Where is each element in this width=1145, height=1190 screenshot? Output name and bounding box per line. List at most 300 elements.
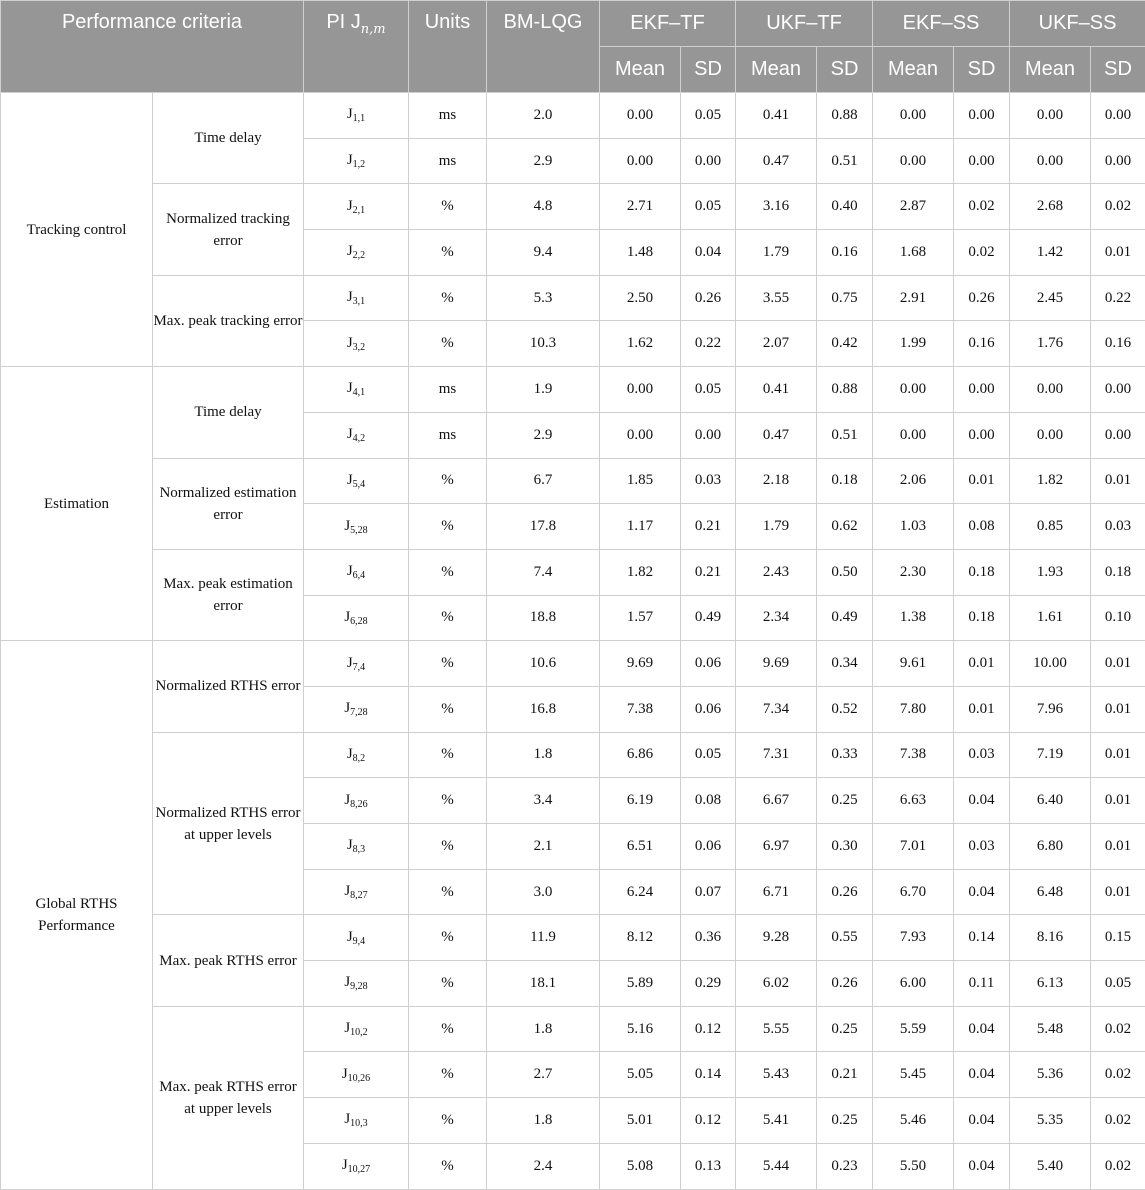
bm-lqg-cell: 18.1 [487,961,600,1007]
mean-cell: 0.00 [600,138,681,184]
sd-cell: 0.00 [954,93,1010,139]
units-cell: % [409,504,487,550]
mean-cell: 6.19 [600,778,681,824]
pi-symbol: J [344,518,350,534]
mean-cell: 6.80 [1010,824,1091,870]
sd-cell: 0.42 [817,321,873,367]
method-header-ekf-tf: EKF–TF [600,1,736,47]
pi-symbol: J [344,700,350,716]
pi-symbol: J [347,837,353,853]
sd-cell: 0.02 [1091,1052,1145,1098]
sd-cell: 0.00 [1091,93,1145,139]
sd-cell: 0.88 [817,367,873,413]
group-label-text: Tracking control [27,222,127,238]
units-cell: % [409,230,487,276]
pi-cell [304,1006,409,1052]
bm-lqg-cell: 1.8 [487,1098,600,1144]
pi-cell [304,915,409,961]
mean-cell: 2.71 [600,184,681,230]
mean-cell: 1.82 [600,549,681,595]
pi-cell [304,93,409,139]
mean-cell: 7.93 [873,915,954,961]
sd-header: SD [681,47,736,93]
mean-cell: 1.93 [1010,549,1091,595]
sd-cell: 0.07 [681,869,736,915]
mean-cell: 1.48 [600,230,681,276]
mean-cell: 0.00 [1010,412,1091,458]
criterion-label-text: Max. peak estimation error [163,576,293,614]
sd-cell: 0.16 [1091,321,1145,367]
criterion-label-text: Normalized RTHS error [156,678,301,694]
mean-cell: 6.40 [1010,778,1091,824]
mean-cell: 5.41 [736,1098,817,1144]
units-cell: ms [409,93,487,139]
pi-subscript: 9,28 [350,981,368,992]
criterion-label [153,367,304,458]
mean-cell: 1.38 [873,595,954,641]
mean-cell: 0.41 [736,367,817,413]
mean-cell: 6.02 [736,961,817,1007]
pi-cell [304,184,409,230]
pi-cell [304,641,409,687]
sd-cell: 0.21 [681,504,736,550]
sd-cell: 0.30 [817,824,873,870]
pi-symbol: J [347,152,353,168]
group-label-text: Global RTHS Performance [35,896,117,934]
sd-cell: 0.00 [1091,412,1145,458]
pi-subscript: 10,2 [350,1027,368,1038]
pi-subscript: 10,26 [348,1073,371,1084]
pi-subscript: 10,3 [350,1118,368,1129]
mean-cell: 7.34 [736,686,817,732]
criterion-label-text: Normalized tracking error [166,211,290,249]
sd-cell: 0.02 [1091,1143,1145,1189]
pi-subscript: 1,1 [353,113,366,124]
sd-header: SD [1091,47,1145,93]
units-cell: % [409,1098,487,1144]
sd-cell: 0.08 [681,778,736,824]
sd-cell: 0.01 [1091,824,1145,870]
sd-header: SD [817,47,873,93]
pi-subscript: 6,28 [350,616,368,627]
criterion-label-text: Time delay [194,130,261,146]
sd-cell: 0.01 [1091,458,1145,504]
table-row [1,184,1145,230]
sd-cell: 0.04 [954,869,1010,915]
pi-cell [304,321,409,367]
method-header-ekf-ss: EKF–SS [873,1,1010,47]
pi-cell [304,138,409,184]
units-cell: % [409,1143,487,1189]
sd-cell: 0.14 [681,1052,736,1098]
sd-cell: 0.49 [681,595,736,641]
sd-cell: 0.00 [954,412,1010,458]
mean-cell: 5.44 [736,1143,817,1189]
mean-cell: 5.55 [736,1006,817,1052]
sd-cell: 0.06 [681,686,736,732]
sd-cell: 0.00 [681,412,736,458]
sd-cell: 0.26 [817,869,873,915]
criterion-label [153,458,304,549]
bm-lqg-cell: 2.7 [487,1052,600,1098]
sd-cell: 0.25 [817,1098,873,1144]
method-header-ukf-ss: UKF–SS [1010,1,1145,47]
units-cell: % [409,824,487,870]
pi-subscript: 1,2 [353,159,366,170]
sd-cell: 0.05 [681,732,736,778]
pi-symbol: J [344,974,350,990]
mean-cell: 0.00 [600,367,681,413]
pi-cell [304,595,409,641]
sd-cell: 0.23 [817,1143,873,1189]
group-label [1,641,153,1189]
bm-lqg-cell: 9.4 [487,230,600,276]
sd-cell: 0.00 [954,138,1010,184]
mean-cell: 9.28 [736,915,817,961]
mean-cell: 2.91 [873,275,954,321]
pi-subscript: 4,1 [353,387,366,398]
sd-cell: 0.05 [681,93,736,139]
sd-cell: 0.00 [1091,138,1145,184]
pi-cell [304,1052,409,1098]
pi-subscript: 5,4 [353,479,366,490]
criterion-label [153,275,304,366]
sd-cell: 0.33 [817,732,873,778]
mean-cell: 9.69 [736,641,817,687]
bm-lqg-cell: 7.4 [487,549,600,595]
pi-cell [304,961,409,1007]
sd-cell: 0.26 [817,961,873,1007]
sd-cell: 0.11 [954,961,1010,1007]
mean-cell: 0.00 [873,367,954,413]
bm-lqg-cell: 2.4 [487,1143,600,1189]
pi-symbol: J [347,746,353,762]
table-body [1,93,1145,1190]
criterion-label [153,184,304,275]
pi-symbol: J [347,426,353,442]
criterion-label-text: Max. peak RTHS error at upper levels [159,1079,296,1117]
table-row [1,367,1145,413]
sd-cell: 0.02 [954,230,1010,276]
criteria-header: Performance criteria [1,1,304,93]
units-cell: % [409,184,487,230]
sd-cell: 0.62 [817,504,873,550]
sd-cell: 0.05 [681,184,736,230]
criterion-label-text: Time delay [194,404,261,420]
pi-cell [304,778,409,824]
group-label-text: Estimation [44,496,109,512]
units-cell: % [409,686,487,732]
pi-subscript: 8,2 [353,753,366,764]
mean-cell: 1.61 [1010,595,1091,641]
pi-cell [304,458,409,504]
mean-cell: 5.36 [1010,1052,1091,1098]
sd-cell: 0.12 [681,1098,736,1144]
pi-cell [304,549,409,595]
pi-cell [304,412,409,458]
units-cell: % [409,321,487,367]
mean-cell: 1.42 [1010,230,1091,276]
pi-cell [304,275,409,321]
pi-cell [304,367,409,413]
sd-cell: 0.04 [954,778,1010,824]
criterion-label-text: Max. peak RTHS error [159,953,296,969]
sd-cell: 0.06 [681,641,736,687]
mean-cell: 6.24 [600,869,681,915]
mean-cell: 5.40 [1010,1143,1091,1189]
sd-cell: 0.51 [817,412,873,458]
sd-cell: 0.01 [954,641,1010,687]
mean-header: Mean [600,47,681,93]
units-cell: % [409,1006,487,1052]
mean-cell: 2.43 [736,549,817,595]
sd-cell: 0.04 [954,1098,1010,1144]
criterion-label [153,549,304,640]
mean-cell: 2.30 [873,549,954,595]
criterion-label-text: Max. peak tracking error [153,313,302,329]
mean-cell: 1.79 [736,230,817,276]
units-cell: % [409,961,487,1007]
sd-cell: 0.04 [954,1006,1010,1052]
bm-lqg-cell: 1.8 [487,1006,600,1052]
group-label [1,367,153,641]
pi-symbol: J [347,563,353,579]
pi-cell [304,1098,409,1144]
mean-cell: 8.12 [600,915,681,961]
sd-cell: 0.21 [817,1052,873,1098]
criterion-label [153,641,304,732]
mean-cell: 2.68 [1010,184,1091,230]
bm-lqg-cell: 3.4 [487,778,600,824]
mean-cell: 2.06 [873,458,954,504]
table-row [1,641,1145,687]
sd-cell: 0.18 [954,549,1010,595]
bm-lqg-cell: 17.8 [487,504,600,550]
pi-subscript: 2,1 [353,205,366,216]
pi-cell [304,1143,409,1189]
table-row [1,275,1145,321]
pi-header-label: PI J [326,11,360,33]
bm-lqg-cell: 11.9 [487,915,600,961]
mean-cell: 10.00 [1010,641,1091,687]
pi-subscript: 2,2 [353,250,366,261]
sd-cell: 0.02 [1091,1098,1145,1144]
mean-cell: 0.00 [600,93,681,139]
mean-cell: 1.99 [873,321,954,367]
pi-symbol: J [347,380,353,396]
mean-cell: 5.35 [1010,1098,1091,1144]
mean-header: Mean [1010,47,1091,93]
mean-cell: 9.69 [600,641,681,687]
sd-cell: 0.00 [1091,367,1145,413]
sd-cell: 0.02 [954,184,1010,230]
bm-lqg-cell: 2.0 [487,93,600,139]
sd-cell: 0.01 [1091,641,1145,687]
bm-lqg-cell: 18.8 [487,595,600,641]
bm-lqg-cell: 2.9 [487,138,600,184]
sd-cell: 0.04 [954,1052,1010,1098]
sd-cell: 0.03 [681,458,736,504]
table-row [1,1006,1145,1052]
method-header-ukf-tf: UKF–TF [736,1,873,47]
mean-cell: 5.45 [873,1052,954,1098]
pi-cell [304,504,409,550]
mean-cell: 6.48 [1010,869,1091,915]
mean-cell: 1.62 [600,321,681,367]
sd-cell: 0.12 [681,1006,736,1052]
bm-lqg-cell: 5.3 [487,275,600,321]
pi-symbol: J [347,198,353,214]
mean-cell: 1.57 [600,595,681,641]
sd-cell: 0.14 [954,915,1010,961]
pi-symbol: J [347,655,353,671]
mean-cell: 7.01 [873,824,954,870]
sd-cell: 0.36 [681,915,736,961]
mean-cell: 0.00 [873,93,954,139]
pi-symbol: J [344,1020,350,1036]
mean-cell: 0.00 [1010,138,1091,184]
units-cell: % [409,549,487,595]
units-cell: % [409,1052,487,1098]
mean-cell: 6.63 [873,778,954,824]
criterion-label [153,732,304,915]
mean-header: Mean [736,47,817,93]
units-cell: % [409,458,487,504]
mean-cell: 3.55 [736,275,817,321]
bm-lqg-cell: 1.9 [487,367,600,413]
sd-cell: 0.01 [1091,686,1145,732]
pi-symbol: J [347,472,353,488]
pi-symbol: J [347,929,353,945]
bm-lqg-cell: 16.8 [487,686,600,732]
pi-subscript: 6,4 [353,570,366,581]
table-row [1,915,1145,961]
pi-symbol: J [344,1111,350,1127]
pi-subscript: 3,2 [353,342,366,353]
pi-subscript: 4,2 [353,433,366,444]
bm-lqg-cell: 2.1 [487,824,600,870]
mean-cell: 5.46 [873,1098,954,1144]
mean-cell: 0.00 [1010,93,1091,139]
criterion-label-text: Normalized estimation error [159,485,296,523]
mean-cell: 5.43 [736,1052,817,1098]
criterion-label [153,93,304,184]
sd-cell: 0.51 [817,138,873,184]
mean-cell: 7.19 [1010,732,1091,778]
bm-lqg-cell: 4.8 [487,184,600,230]
mean-cell: 2.34 [736,595,817,641]
sd-header: SD [954,47,1010,93]
sd-cell: 0.02 [1091,1006,1145,1052]
pi-subscript: 8,27 [350,890,368,901]
bm-lqg-cell: 6.7 [487,458,600,504]
mean-cell: 6.97 [736,824,817,870]
sd-cell: 0.15 [1091,915,1145,961]
pi-symbol: J [347,106,353,122]
bm-lqg-cell: 1.8 [487,732,600,778]
mean-cell: 1.82 [1010,458,1091,504]
sd-cell: 0.88 [817,93,873,139]
units-cell: ms [409,138,487,184]
units-cell: % [409,869,487,915]
sd-cell: 0.05 [1091,961,1145,1007]
sd-cell: 0.03 [954,824,1010,870]
units-cell: % [409,778,487,824]
sd-cell: 0.01 [954,686,1010,732]
mean-cell: 6.70 [873,869,954,915]
sd-cell: 0.25 [817,1006,873,1052]
mean-cell: 0.41 [736,93,817,139]
mean-cell: 2.18 [736,458,817,504]
mean-cell: 7.31 [736,732,817,778]
mean-cell: 0.47 [736,412,817,458]
sd-cell: 0.22 [681,321,736,367]
sd-cell: 0.18 [1091,549,1145,595]
sd-cell: 0.40 [817,184,873,230]
mean-cell: 0.00 [873,412,954,458]
sd-cell: 0.25 [817,778,873,824]
mean-cell: 1.76 [1010,321,1091,367]
sd-cell: 0.02 [1091,184,1145,230]
pi-symbol: J [344,792,350,808]
bm-lqg-header: BM-LQG [487,1,600,93]
mean-cell: 7.38 [600,686,681,732]
sd-cell: 0.01 [954,458,1010,504]
sd-cell: 0.03 [954,732,1010,778]
sd-cell: 0.06 [681,824,736,870]
bm-lqg-cell: 10.3 [487,321,600,367]
pi-subscript: 9,4 [353,936,366,947]
mean-cell: 6.67 [736,778,817,824]
mean-cell: 0.47 [736,138,817,184]
group-label [1,93,153,367]
mean-cell: 2.07 [736,321,817,367]
sd-cell: 0.01 [1091,869,1145,915]
table-row [1,549,1145,595]
units-cell: % [409,275,487,321]
sd-cell: 0.52 [817,686,873,732]
mean-cell: 7.80 [873,686,954,732]
mean-cell: 0.00 [873,138,954,184]
sd-cell: 0.50 [817,549,873,595]
pi-cell [304,869,409,915]
pi-symbol: J [347,335,353,351]
units-cell: % [409,641,487,687]
sd-cell: 0.04 [681,230,736,276]
sd-cell: 0.08 [954,504,1010,550]
mean-cell: 1.03 [873,504,954,550]
sd-cell: 0.00 [681,138,736,184]
pi-symbol: J [347,243,353,259]
pi-cell [304,230,409,276]
sd-cell: 0.16 [954,321,1010,367]
pi-header-subscript: n,m [361,22,386,37]
pi-subscript: 8,3 [353,844,366,855]
bm-lqg-cell: 10.6 [487,641,600,687]
units-cell: ms [409,367,487,413]
pi-cell [304,732,409,778]
sd-cell: 0.10 [1091,595,1145,641]
sd-cell: 0.49 [817,595,873,641]
criterion-label [153,915,304,1006]
criterion-label [153,1006,304,1189]
sd-cell: 0.22 [1091,275,1145,321]
pi-subscript: 7,4 [353,662,366,673]
pi-symbol: J [342,1157,348,1173]
pi-symbol: J [342,1066,348,1082]
table-row [1,458,1145,504]
sd-cell: 0.04 [954,1143,1010,1189]
